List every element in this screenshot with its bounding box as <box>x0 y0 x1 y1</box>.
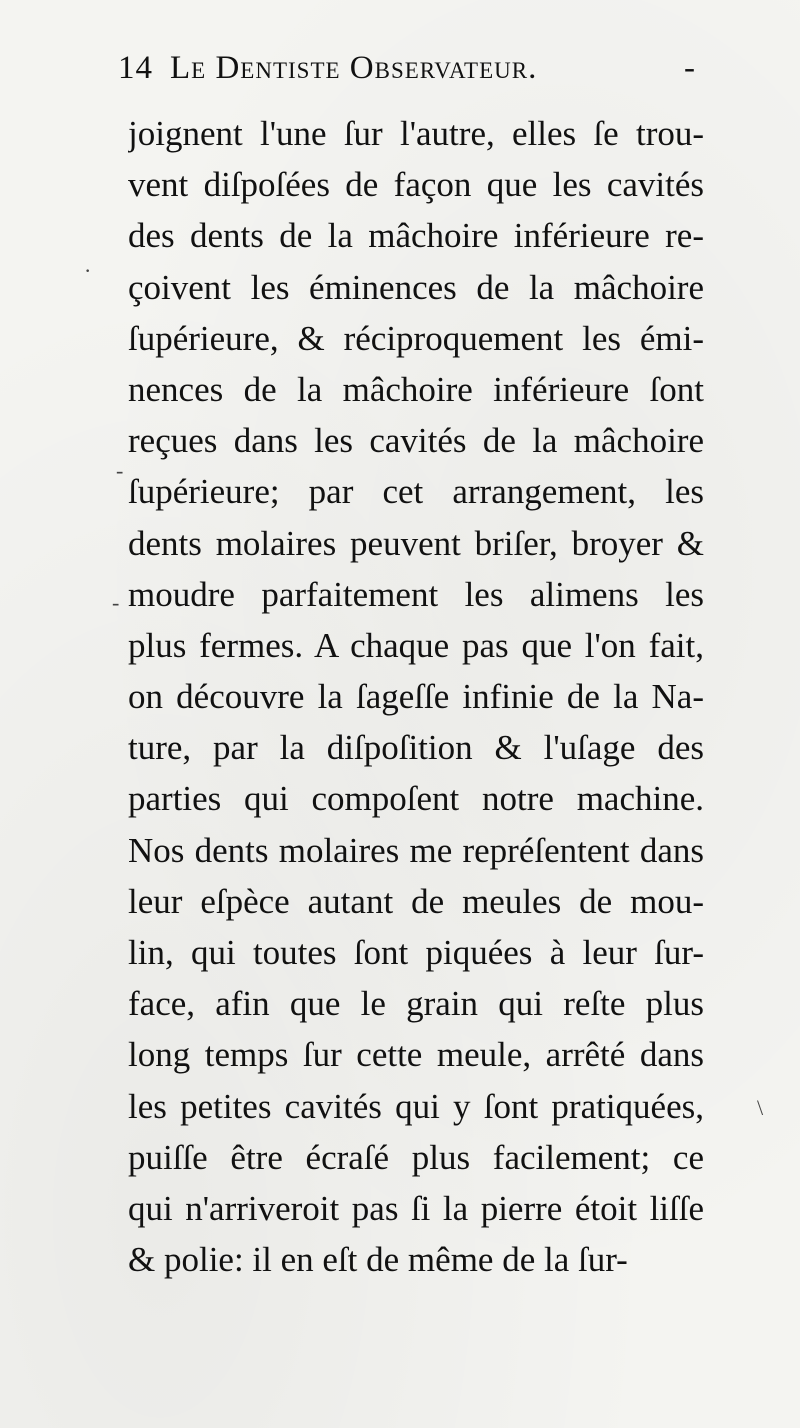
text-line: parties qui compoſent notre machine. <box>128 779 704 819</box>
text-line: on découvre la ſageſſe infinie de la Na- <box>128 677 704 717</box>
text-line: face, afin que le grain qui reſte plus <box>128 984 704 1024</box>
text-line: çoivent les éminences de la mâchoire <box>128 267 704 307</box>
margin-stroke-mark: \ <box>757 1095 764 1120</box>
text-line: reçues dans les cavités de la mâchoire <box>128 421 704 461</box>
text-line: les petites cavités qui y ſont pratiquées, <box>128 1086 704 1126</box>
text-line: plus fermes. A chaque pas que l'on fait, <box>128 625 704 665</box>
margin-dot-mark: · <box>84 258 92 283</box>
text-line: joignent l'une ſur l'autre, elles ſe trou- <box>128 114 704 153</box>
text-line: lin, qui toutes ſont piquées à leur ſur- <box>128 933 704 972</box>
running-head <box>118 50 698 94</box>
text-line: puiſſe être écraſé plus facilement; ce <box>128 1137 704 1177</box>
text-line: leur eſpèce autant de meules de mou- <box>128 881 704 921</box>
text-line: nences de la mâchoire inférieure ſont <box>128 369 704 409</box>
page-number: 14 <box>118 50 153 86</box>
text-line: & polie: il en eſt de même de la ſur- <box>128 1240 628 1280</box>
text-line: qui n'arriveroit pas ſi la pierre étoit liſſe <box>128 1188 704 1228</box>
text-line: des dents de la mâchoire inférieure re- <box>128 216 704 256</box>
text-line: Nos dents molaires me repréſentent dans <box>128 830 704 870</box>
margin-dash-mark: - <box>112 590 120 615</box>
text-line: dents molaires peuvent briſer, broyer & <box>128 523 704 563</box>
text-line: moudre parfaitement les alimens les <box>128 574 704 614</box>
running-title: Le Dentiste Observateur. <box>170 50 538 86</box>
running-head-dash: - <box>684 50 696 86</box>
text-line: ſupérieure; par cet arrangement, les <box>128 472 704 512</box>
text-line: ſupérieure, & réciproquement les émi- <box>128 318 704 358</box>
margin-dash-mark: - <box>116 458 124 483</box>
body-text <box>128 108 704 1285</box>
text-line: vent diſpoſées de façon que les cavités <box>128 165 704 205</box>
text-line: ture, par la diſpoſition & l'uſage des <box>128 728 704 768</box>
text-line: long temps ſur cette meule, arrêté dans <box>128 1035 704 1075</box>
